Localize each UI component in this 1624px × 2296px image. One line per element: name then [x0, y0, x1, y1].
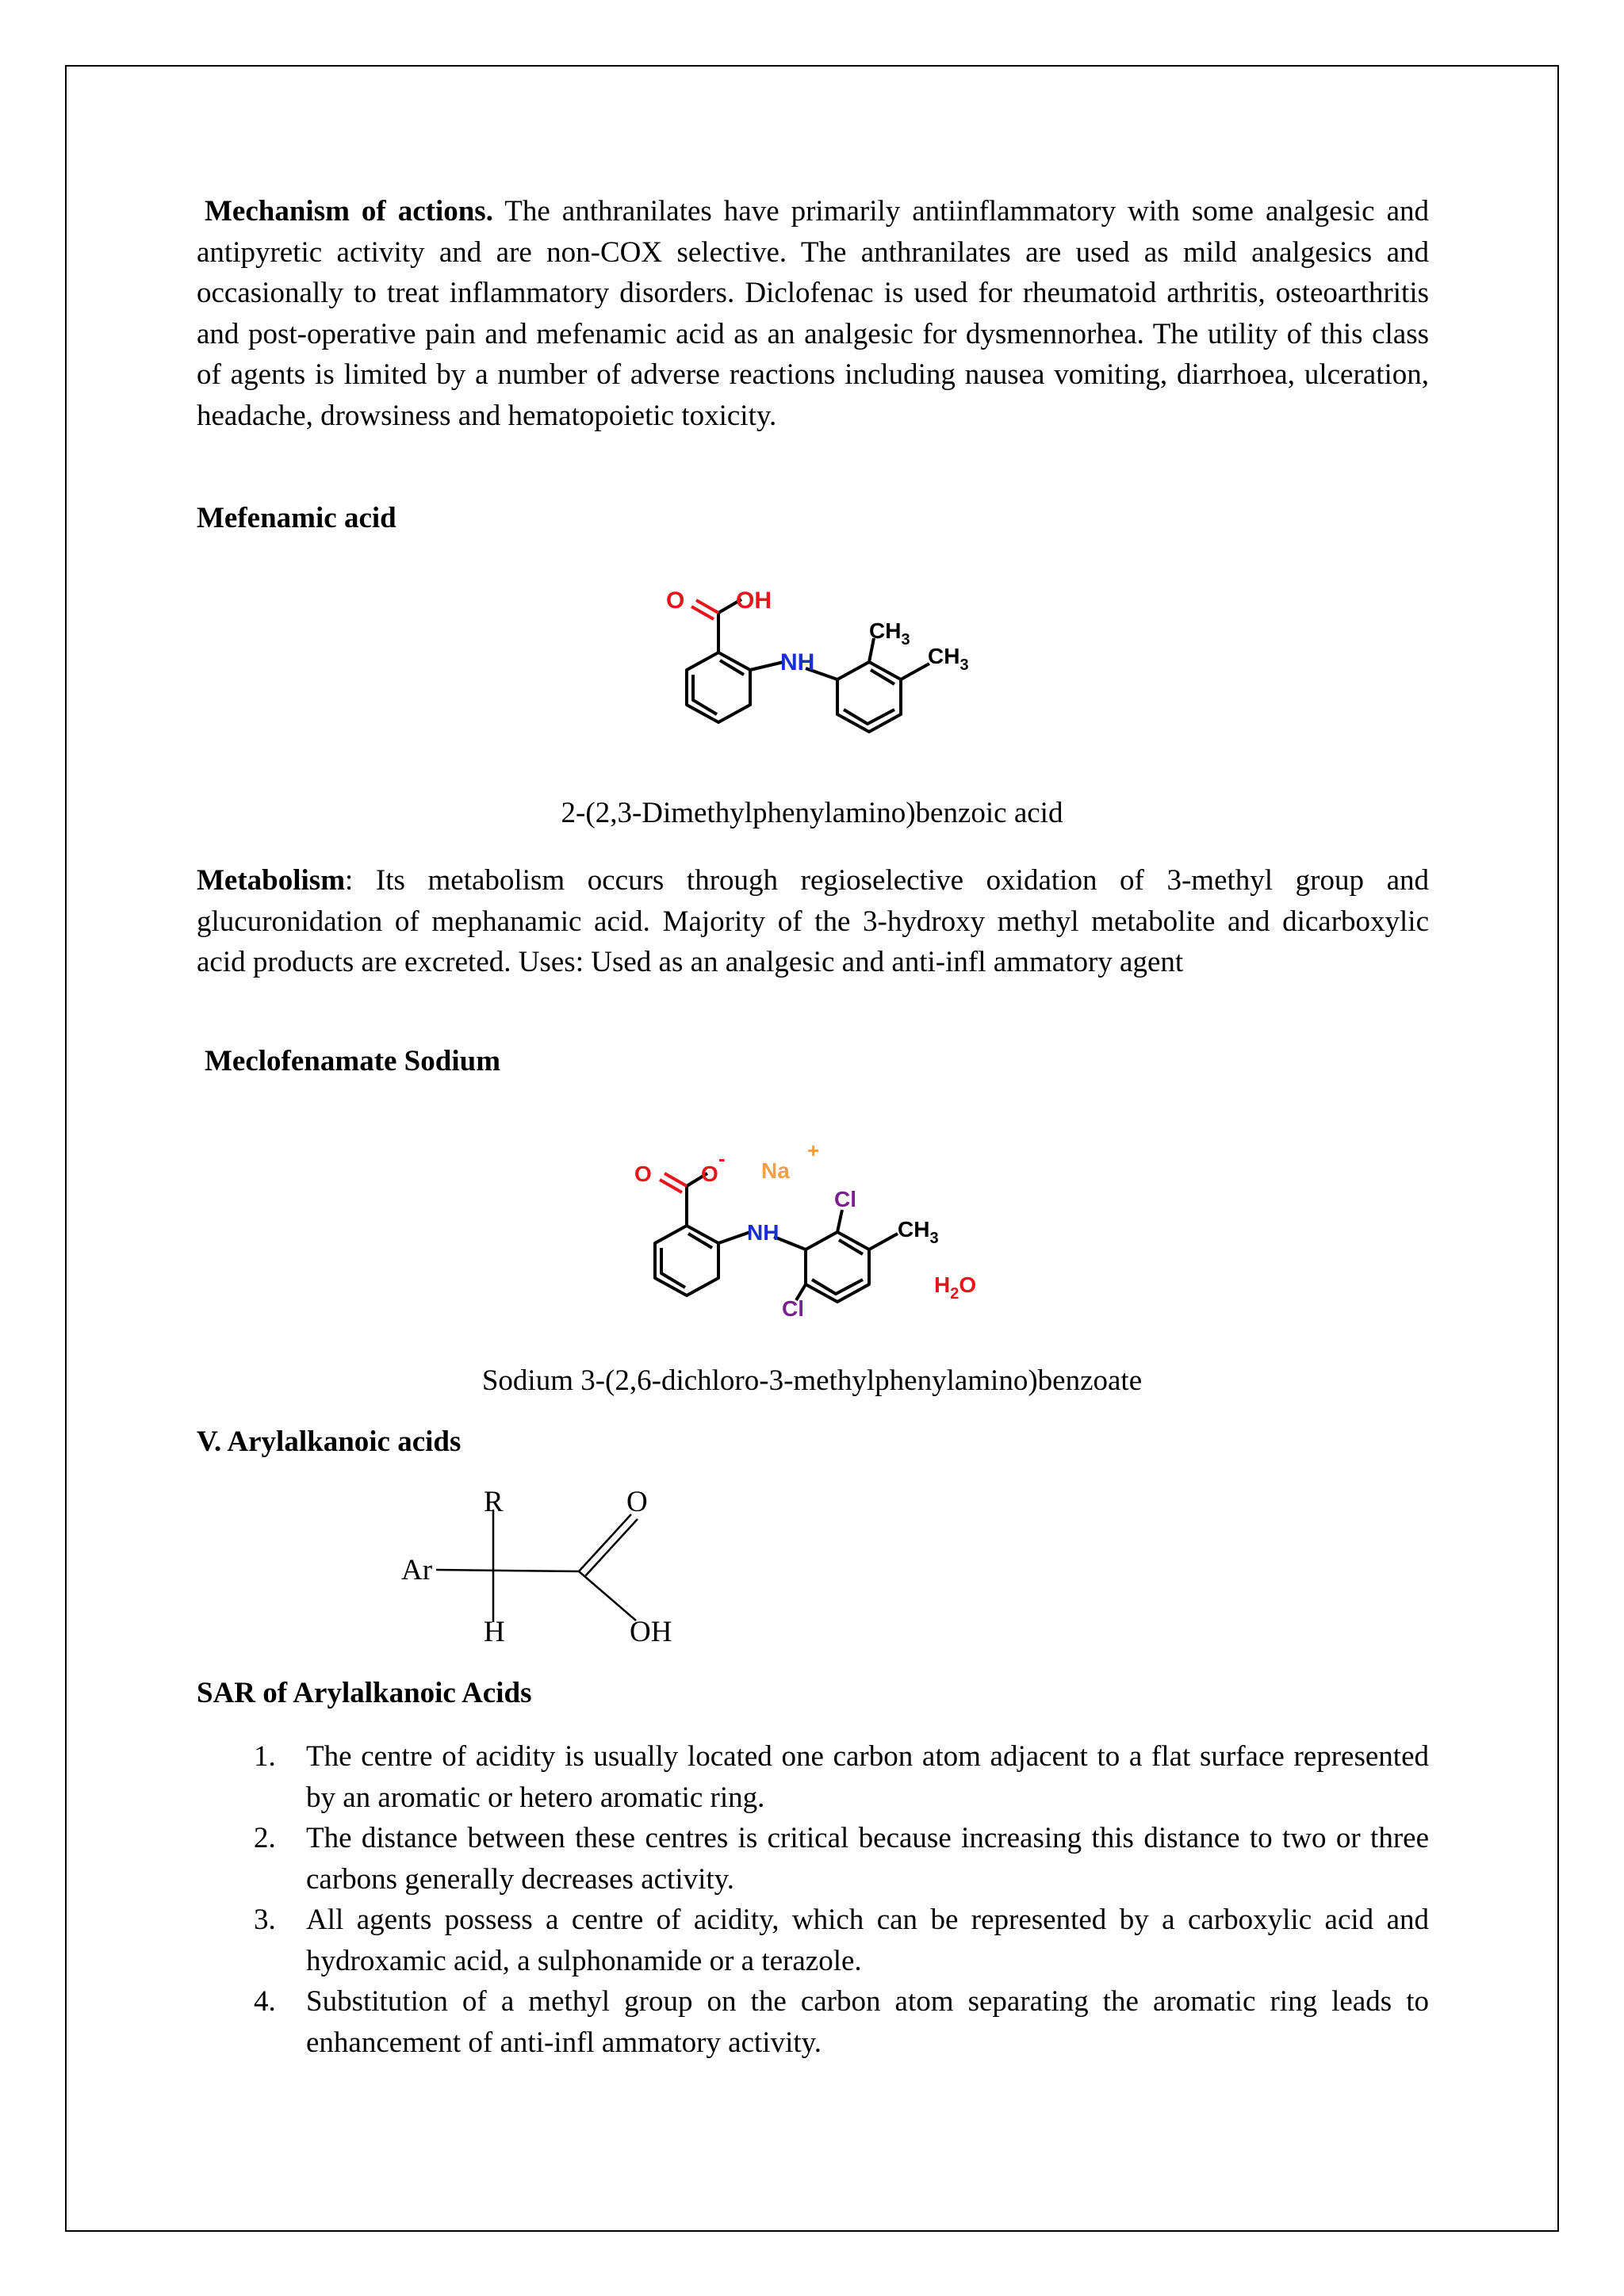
- carboxylate-oxygen-label: O: [701, 1161, 718, 1186]
- amine-label: NH: [747, 1220, 779, 1245]
- mechanism-section: [197, 191, 1429, 436]
- chlorine-label-top: Cl: [834, 1187, 856, 1211]
- meclofenamate-caption: Sodium 3-(2,6-dichloro-3-methylphenylamino)benzoate: [481, 1364, 1143, 1397]
- sar-section: [200, 1736, 1429, 2063]
- water-label: $H_2O$: [934, 1272, 977, 1303]
- arylalkanoic-heading: V. Arylalkanoic acids: [197, 1425, 462, 1458]
- r-group-label: R: [484, 1486, 504, 1518]
- list-item: 4. Substitution of a methyl group on the carbon atom separating the aromatic ring leads to enhancement of anti-infl ammatory activity.: [254, 1985, 1429, 2059]
- mechanism-text: The anthranilates have primarily antiinflammatory with some analgesic and antipyretic activity and are non-COX selective. The anthranilates are used as mild analgesics and occasionally to treat inflammatory disorders. Diclofenac is used for rheumatoid arthritis, osteoarthritis and post-operative pain and mefenamic acid as an analgesic for dysmennorhea. The utility of this class of agents is limited by a number of adverse reactions including nausea vomiting, diarrhoea, ulceration, headache, drowsiness and hematopoietic toxicity.: [197, 195, 1429, 432]
- arylalkanoic-structure: [389, 1483, 722, 1657]
- methyl-label: $CH_3$: [898, 1217, 939, 1247]
- aryl-label: Ar: [401, 1554, 433, 1586]
- mefenamic-caption: 2-(2,3-Dimethylphenylamino)benzoic acid: [561, 797, 1063, 829]
- metabolism-text: : Its metabolism occurs through regioselective oxidation of 3-methyl group and glucuronidation of mephanamic acid. Majority of the 3-hydroxy methyl metabolite and dicarboxylic acid products are excreted. Uses: Used as an analgesic and anti-infl ammatory agent: [197, 864, 1429, 978]
- benzene-ring-1: [687, 652, 750, 722]
- meclofenamate-structure: [619, 1134, 1031, 1324]
- methyl-label-a: $CH_3$: [869, 618, 910, 649]
- negative-charge-label: -: [718, 1146, 726, 1170]
- mechanism-paragraph: [197, 191, 1429, 436]
- sar-heading: SAR of Arylalkanoic Acids: [197, 1677, 532, 1709]
- chlorine-label-bottom: Cl: [782, 1296, 804, 1321]
- list-item: 2. The distance between these centres is critical because increasing this distance to two or three carbons generally decreases activity.: [254, 1822, 1429, 1896]
- sodium-label: Na: [761, 1158, 790, 1183]
- oxygen-label: O: [634, 1161, 652, 1186]
- hydroxyl-label: OH: [736, 587, 772, 614]
- metabolism-section: [197, 860, 1429, 983]
- carbonyl-oxygen-label: O: [626, 1486, 648, 1518]
- list-item: 3. All agents possess a centre of acidity, which can be represented by a carboxylic acid and hydroxamic acid, a sulphonamide or a terazole.: [254, 1904, 1429, 1977]
- meclofenamate-heading: Meclofenamate Sodium: [205, 1045, 501, 1077]
- positive-charge-label: +: [807, 1138, 820, 1162]
- sar-list: [200, 1736, 1429, 2063]
- mechanism-label: Mechanism of actions.: [205, 195, 493, 228]
- mefenamic-structure: [650, 575, 1015, 741]
- oxygen-label: O: [666, 587, 685, 614]
- mefenamic-heading: Mefenamic acid: [197, 502, 396, 534]
- metabolism-paragraph: [197, 860, 1429, 983]
- benzene-ring-1: [655, 1226, 718, 1295]
- hydroxyl-label: OH: [630, 1616, 672, 1648]
- methyl-label-b: $CH_3$: [928, 644, 969, 674]
- metabolism-label: Metabolism: [197, 864, 346, 897]
- hydrogen-label: H: [484, 1616, 505, 1648]
- amine-label: NH: [780, 649, 815, 675]
- list-item: 1. The centre of acidity is usually located one carbon atom adjacent to a flat surface represented by an aromatic or hetero aromatic ring.: [254, 1740, 1429, 1814]
